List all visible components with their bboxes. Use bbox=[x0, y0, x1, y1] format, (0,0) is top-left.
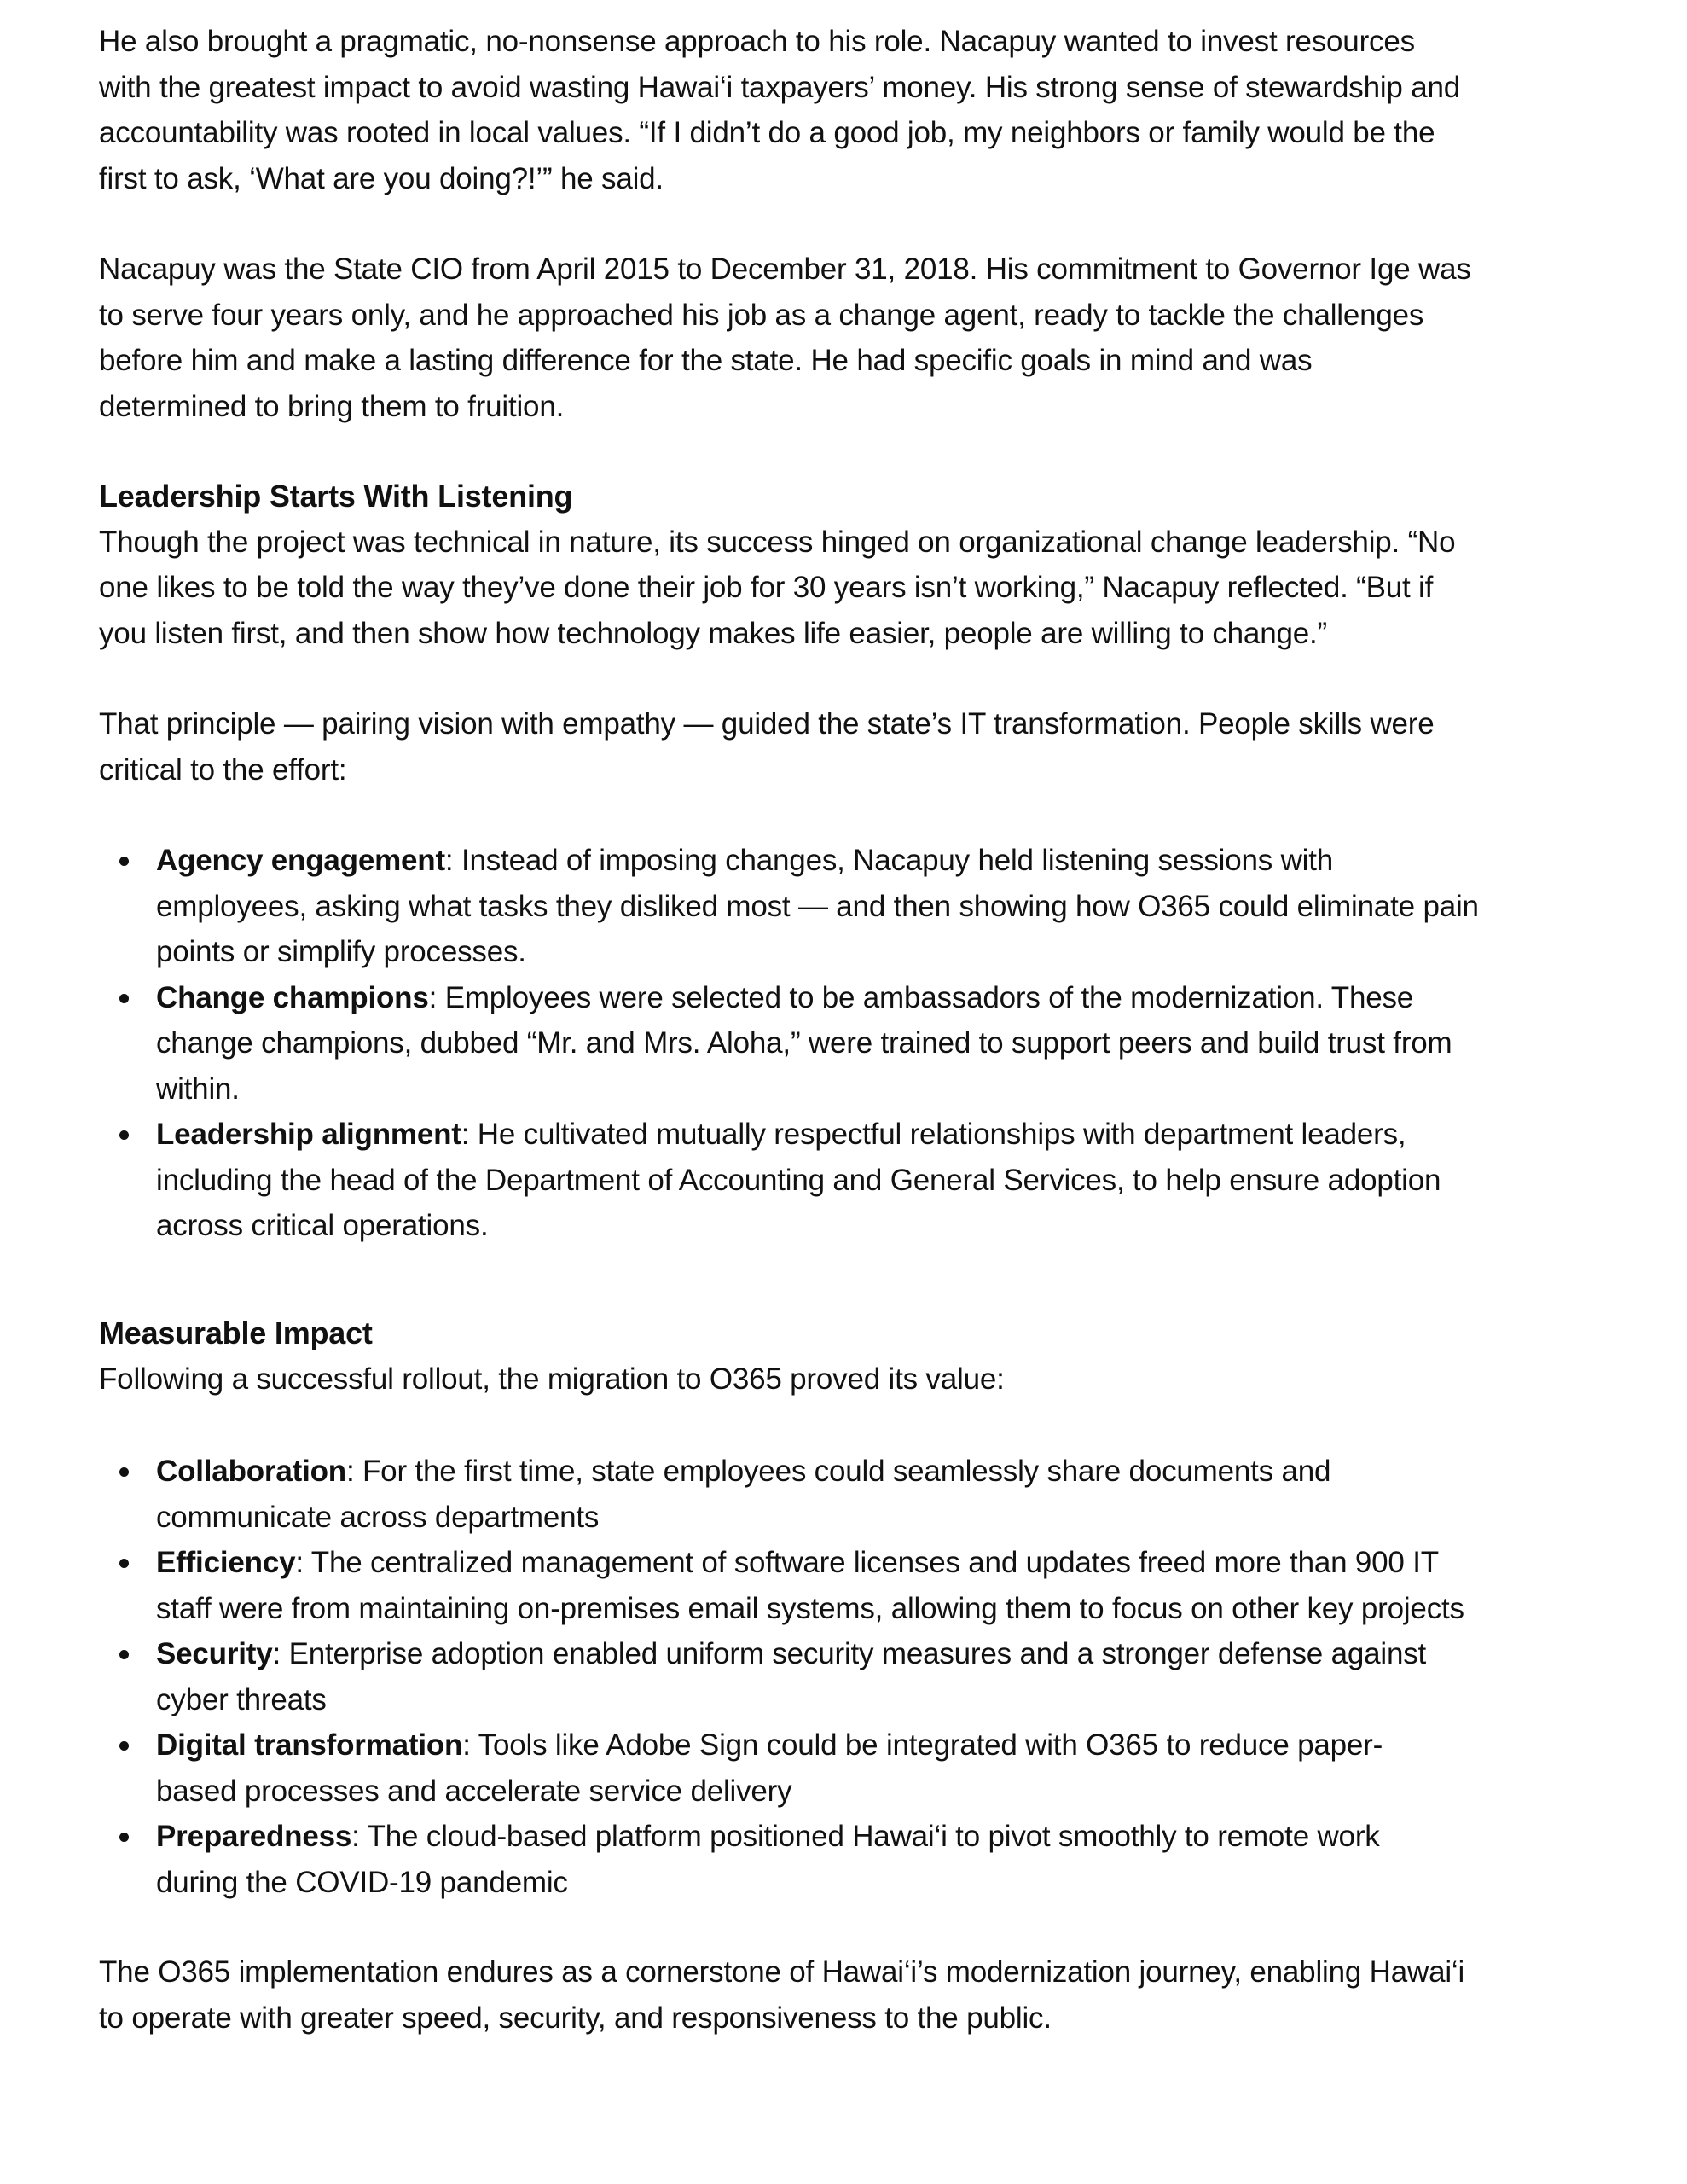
text-line bbox=[156, 838, 1634, 884]
bullet-icon bbox=[119, 1130, 129, 1140]
list-item bbox=[99, 1722, 1634, 1814]
text-line bbox=[156, 1540, 1634, 1586]
bullet-term: Preparedness bbox=[156, 1820, 352, 1853]
section-leadership-listening bbox=[99, 473, 1634, 656]
list-item bbox=[99, 1631, 1634, 1722]
text-line bbox=[156, 975, 1634, 1021]
bullet-icon bbox=[119, 1650, 129, 1659]
text-line: during the COVID-19 pandemic bbox=[156, 1865, 568, 1899]
text-line bbox=[156, 1722, 1634, 1769]
bullet-term: Collaboration bbox=[156, 1455, 346, 1488]
bullet-list-impact bbox=[99, 1449, 1634, 1905]
bullet-icon bbox=[119, 1467, 129, 1477]
text-line: within. bbox=[156, 1072, 240, 1106]
bullet-text: : Instead of imposing changes, Nacapuy held listening sessions with bbox=[444, 844, 1334, 877]
text-line: first to ask, ‘What are you doing?!’” he said. bbox=[99, 161, 664, 195]
bullet-term: Leadership alignment bbox=[156, 1118, 461, 1151]
bullet-term: Digital transformation bbox=[156, 1728, 463, 1762]
bullet-text: : Tools like Adobe Sign could be integrated with O365 to reduce paper- bbox=[462, 1728, 1383, 1762]
text-line bbox=[156, 1814, 1634, 1860]
bullet-term: Security bbox=[156, 1637, 273, 1670]
text-line: you listen first, and then show how technology makes life easier, people are willing to change.” bbox=[99, 616, 1327, 650]
text-line: based processes and accelerate service delivery bbox=[156, 1774, 792, 1808]
text-line: staff were from maintaining on-premises email systems, allowing them to focus on other key projects bbox=[156, 1591, 1464, 1625]
text-line: communicate across departments bbox=[156, 1500, 600, 1534]
bullet-icon bbox=[119, 1833, 129, 1842]
bullet-icon bbox=[119, 1559, 129, 1568]
list-item bbox=[99, 1540, 1634, 1631]
bullet-text: : Enterprise adoption enabled uniform security measures and a stronger defense against bbox=[272, 1637, 1427, 1670]
text-line: The O365 implementation endures as a cornerstone of Hawai‘i’s modernization journey, enabling Hawai‘i bbox=[99, 1955, 1465, 1989]
paragraph-cio-tenure bbox=[99, 247, 1634, 429]
text-line: employees, asking what tasks they disliked most — and then showing how O365 could eliminate pain bbox=[156, 889, 1479, 923]
text-line bbox=[156, 1449, 1634, 1495]
text-line: change champions, dubbed “Mr. and Mrs. Aloha,” were trained to support peers and build trust from bbox=[156, 1026, 1452, 1060]
list-item bbox=[99, 838, 1634, 975]
section-measurable-impact bbox=[99, 1310, 1634, 1402]
text-line: That principle — pairing vision with empathy — guided the state’s IT transformation. People skills were bbox=[99, 707, 1435, 741]
bullet-icon bbox=[119, 994, 129, 1003]
text-line: cyber threats bbox=[156, 1682, 327, 1716]
list-item bbox=[99, 1449, 1634, 1540]
bullet-icon bbox=[119, 857, 129, 866]
bullet-term: Change champions bbox=[156, 980, 429, 1014]
text-line: including the head of the Department of Accounting and General Services, to help ensure adoption bbox=[156, 1163, 1441, 1197]
bullet-text: : For the first time, state employees could seamlessly share documents and bbox=[345, 1455, 1331, 1488]
bullet-text: : The cloud-based platform positioned Hawai‘i to pivot smoothly to remote work bbox=[351, 1820, 1380, 1853]
text-line bbox=[156, 1631, 1634, 1677]
text-line: to operate with greater speed, security, and responsiveness to the public. bbox=[99, 2001, 1052, 2035]
text-line: He also brought a pragmatic, no-nonsense approach to his role. Nacapuy wanted to invest resources bbox=[99, 25, 1415, 58]
bullet-term: Agency engagement bbox=[156, 844, 445, 877]
text-line: to serve four years only, and he approached his job as a change agent, ready to tackle the challenges bbox=[99, 298, 1424, 332]
text-line: accountability was rooted in local values. “If I didn’t do a good job, my neighbors or family would be the bbox=[99, 116, 1435, 149]
paragraph-closing bbox=[99, 1949, 1634, 2041]
text-line: Though the project was technical in nature, its success hinged on organizational change leadership. “No bbox=[99, 525, 1456, 559]
text-line: across critical operations. bbox=[156, 1209, 489, 1242]
text-line: with the greatest impact to avoid wasting Hawai‘i taxpayers’ money. His strong sense of stewardship and bbox=[99, 70, 1461, 104]
bullet-text: : He cultivated mutually respectful relationships with department leaders, bbox=[461, 1118, 1406, 1151]
text-line: one likes to be told the way they’ve done their job for 30 years isn’t working,” Nacapuy reflected. “But if bbox=[99, 571, 1434, 604]
section-heading: Leadership Starts With Listening bbox=[99, 479, 573, 514]
text-line: before him and make a lasting difference for the state. He had specific goals in mind and was bbox=[99, 344, 1313, 377]
paragraph-stewardship bbox=[99, 19, 1634, 201]
text-line: determined to bring them to fruition. bbox=[99, 389, 565, 423]
bullet-list-people-skills bbox=[99, 838, 1634, 1249]
text-line bbox=[156, 1112, 1634, 1158]
bullet-icon bbox=[119, 1741, 129, 1751]
text-line: critical to the effort: bbox=[99, 752, 347, 787]
section-heading: Measurable Impact bbox=[99, 1316, 373, 1350]
text-line: points or simplify processes. bbox=[156, 935, 526, 968]
paragraph-principle bbox=[99, 701, 1634, 793]
bullet-text: : The centralized management of software licenses and updates freed more than 900 IT bbox=[295, 1546, 1439, 1579]
bullet-text: : Employees were selected to be ambassadors of the modernization. These bbox=[428, 980, 1414, 1014]
text-line: Nacapuy was the State CIO from April 2015 to December 31, 2018. His commitment to Governor Ige was bbox=[99, 253, 1471, 286]
list-item bbox=[99, 1112, 1634, 1249]
bullet-term: Efficiency bbox=[156, 1546, 296, 1579]
list-item bbox=[99, 975, 1634, 1112]
list-item bbox=[99, 1814, 1634, 1905]
text-line: Following a successful rollout, the migration to O365 proved its value: bbox=[99, 1362, 1005, 1396]
